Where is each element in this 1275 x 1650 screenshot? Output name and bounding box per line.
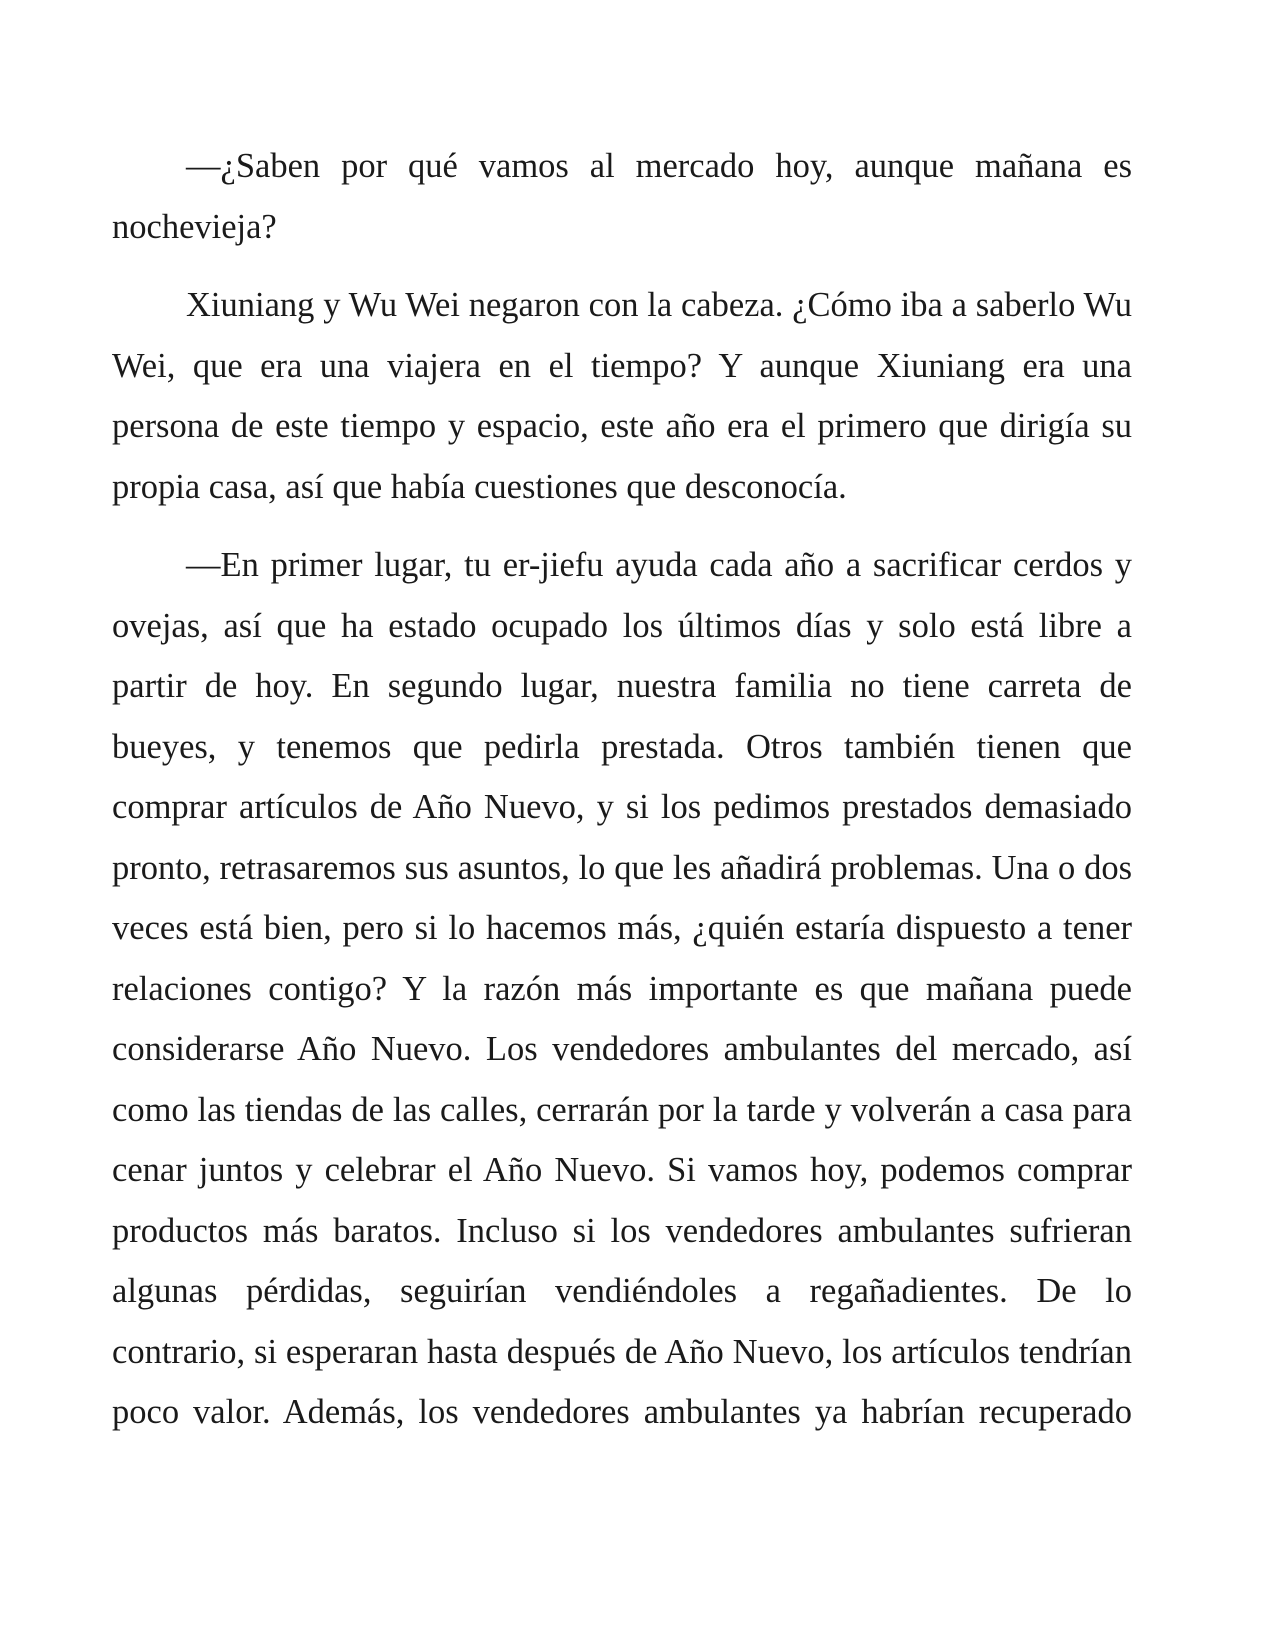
body-text — [112, 136, 1132, 1443]
paragraph-1: —¿Saben por qué vamos al mercado hoy, aunque mañana es nochevieja? — [112, 147, 1132, 246]
paragraph-3: —En primer lugar, tu er-jiefu ayuda cada año a sacrificar cerdos y ovejas, así que ha estado ocupado los últimos días y solo está libre a partir de hoy. En segundo lugar, nuestra familia no tiene carreta de bueyes, y tenemos que pedirla prestada. Otros también tienen que comprar artículos de Año Nuevo, y si los pedimos prestados demasiado pronto, retrasaremos sus asuntos, lo que les añadirá problemas. Una o dos veces está bien, pero si lo hacemos más, ¿quién estaría dispuesto a tener relaciones contigo? Y la razón más importante es que mañana puede considerarse Año Nuevo. Los vendedores ambulantes del mercado, así como las tiendas de las calles, cerrarán por la tarde y volverán a casa para cenar juntos y celebrar el Año Nuevo. Si vamos hoy, podemos comprar productos más baratos. Incluso si los vendedores ambulantes sufrieran algunas pérdidas, seguirían vendiéndoles a regañadientes. De lo contrario, si esperaran hasta después de Año Nuevo, los artículos tendrían poco valor. Además, los vendedores ambulantes ya habrían recuperado — [112, 546, 1132, 1431]
paragraph-2: Xiuniang y Wu Wei negaron con la cabeza. ¿Cómo iba a saberlo Wu Wei, que era una viajera en el tiempo? Y aunque Xiuniang era una persona de este tiempo y espacio, este año era el primero que dirigía su propia casa, así que había cuestiones que desconocía. — [112, 286, 1132, 506]
